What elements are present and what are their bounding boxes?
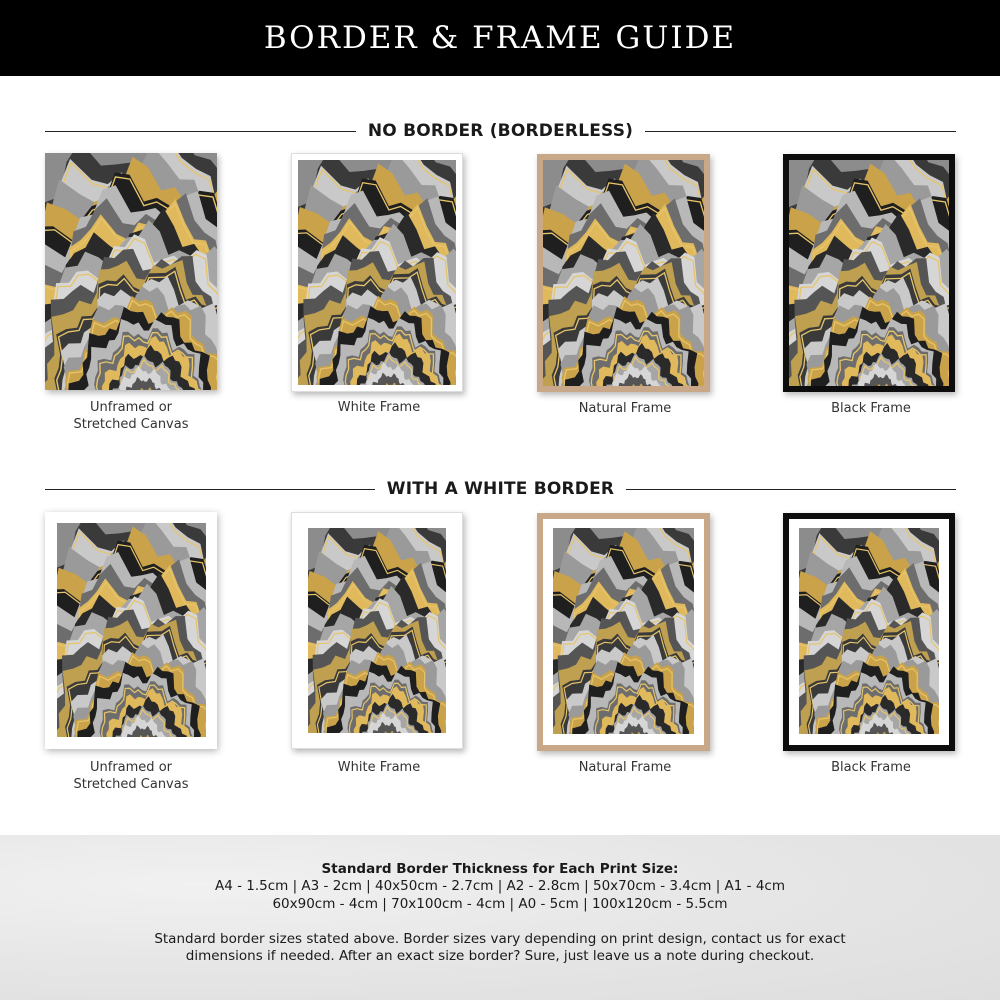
divider-right: [626, 489, 956, 490]
unframed-canvas-preview: [45, 153, 217, 390]
white-frame-preview: [291, 512, 463, 749]
agate-artwork: [799, 528, 939, 734]
natural-frame-preview: [537, 513, 710, 751]
caption-unframed: [45, 759, 217, 793]
caption-line: White Frame: [337, 400, 421, 415]
border-info-title: Standard Border Thickness for Each Print Size:: [321, 861, 679, 877]
border-note-line: dimensions if needed. After an exact size border? Sure, just leave us a note during checkout.: [185, 948, 815, 964]
border-note-line: Standard border sizes stated above. Border sizes vary depending on print design, contact us for exact: [154, 931, 846, 947]
black-frame-preview: [783, 513, 955, 751]
caption-black-frame: [785, 400, 957, 417]
guide-banner: [0, 0, 1000, 76]
agate-artwork: [553, 528, 694, 734]
white-frame-preview: [291, 153, 463, 392]
caption-white-frame: [293, 759, 465, 776]
caption-line: Unframed or: [90, 760, 172, 775]
caption-line: Unframed or: [90, 400, 172, 415]
black-frame-preview: [783, 154, 955, 392]
caption-white-frame: [293, 399, 465, 416]
divider-left: [45, 131, 356, 132]
section-heading-white-border: [45, 479, 956, 499]
caption-line: Natural Frame: [578, 760, 672, 775]
caption-line: Black Frame: [831, 401, 911, 416]
agate-artwork: [57, 523, 206, 737]
section-title: NO BORDER (BORDERLESS): [367, 121, 634, 141]
caption-natural-frame: [539, 400, 711, 417]
border-sizes-line: A4 - 1.5cm | A3 - 2cm | 40x50cm - 2.7cm | A2 - 2.8cm | 50x70cm - 3.4cm | A1 - 4cm: [214, 878, 785, 894]
section-title: WITH A WHITE BORDER: [386, 479, 615, 499]
natural-frame-preview: [537, 154, 710, 392]
banner-title: BORDER & FRAME GUIDE: [263, 20, 737, 56]
caption-unframed: [45, 399, 217, 433]
caption-line: Black Frame: [831, 760, 911, 775]
caption-line: Natural Frame: [578, 401, 672, 416]
agate-artwork: [543, 160, 704, 386]
agate-artwork: [308, 528, 446, 733]
divider-left: [45, 489, 375, 490]
caption-line: Stretched Canvas: [73, 777, 189, 792]
caption-line: White Frame: [337, 760, 421, 775]
caption-line: Stretched Canvas: [73, 417, 189, 432]
section-heading-no-border: [45, 121, 956, 141]
caption-natural-frame: [539, 759, 711, 776]
border-sizes-line: 60x90cm - 4cm | 70x100cm - 4cm | A0 - 5cm | 100x120cm - 5.5cm: [272, 896, 728, 912]
agate-artwork: [45, 153, 217, 390]
agate-artwork: [789, 160, 949, 386]
border-info-panel: [0, 835, 1000, 1000]
unframed-canvas-preview: [45, 512, 217, 749]
divider-right: [645, 131, 956, 132]
caption-black-frame: [785, 759, 957, 776]
agate-artwork: [298, 160, 456, 385]
